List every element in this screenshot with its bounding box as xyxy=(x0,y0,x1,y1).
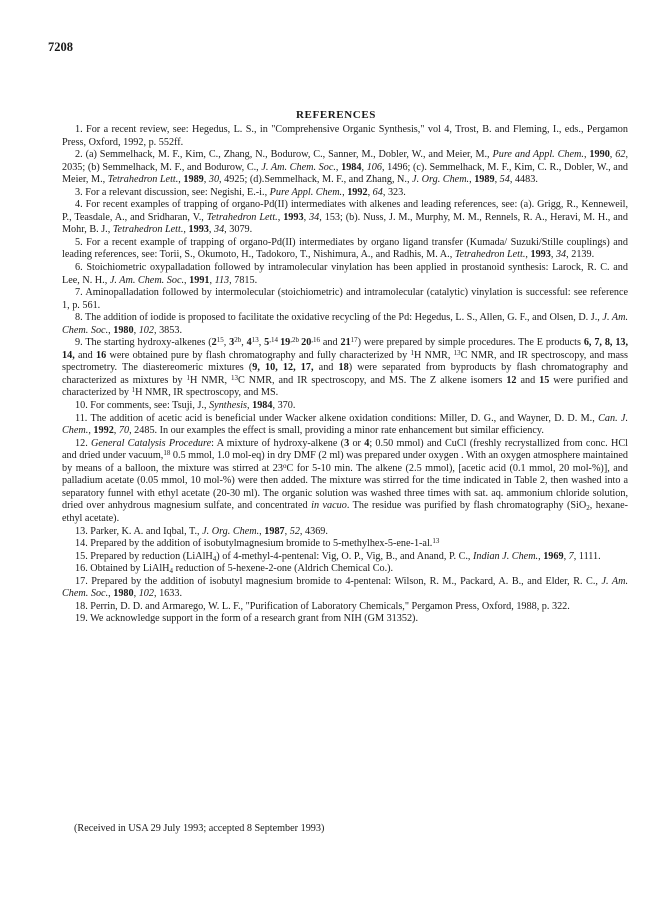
reference-text: 8. The addition of iodide is proposed to facilitate the oxidative recycling of the Pd: Hegedus, L. S., Allen, G. F., and Olsen, D. J., xyxy=(75,312,603,324)
reference-text: 15 xyxy=(539,374,550,386)
reference-text: 13 xyxy=(453,348,461,357)
reference-text: 3. For a relevant discussion, see: Negishi, E.-i., xyxy=(75,186,270,198)
reference-text: 18 xyxy=(163,449,171,458)
reference-text: ) of 4-methyl-4-pentenal: Vig, O. P., Vig, B., and Anand, P. C., xyxy=(216,550,474,562)
reference-text: 4 xyxy=(212,554,217,563)
reference-item xyxy=(62,199,628,237)
reference-text: J. Am. Chem. Soc. xyxy=(62,575,628,600)
reference-text: o xyxy=(282,461,287,470)
reference-text: 102 xyxy=(138,324,154,336)
reference-text: 1980 xyxy=(113,588,134,600)
reference-text: Tetrahedron Lett. xyxy=(454,249,526,261)
reference-text: were purified and characterized by xyxy=(62,374,628,399)
reference-text: 2 xyxy=(586,504,590,513)
reference-text: , xyxy=(469,174,475,186)
reference-text: , xyxy=(247,400,253,412)
reference-text: 18 xyxy=(338,362,349,374)
reference-text: 52 xyxy=(289,525,300,537)
reference-text: 34 xyxy=(309,211,320,223)
reference-text: 3 xyxy=(229,337,235,349)
reference-text: , 4925; (d).Semmelhack, M. F., and Zhang, N., xyxy=(219,174,413,186)
reference-text: Pure and Appl. Chem. xyxy=(492,149,584,161)
reference-text: 70 xyxy=(118,425,130,437)
reference-item xyxy=(62,400,628,413)
reference-text: General Catalysis Procedure xyxy=(91,437,212,449)
reference-text: 7. Aminopalladation followed by intermolecular (stoichiometric) and intramolecular (catalytic) vinylation is successful: see reference 1, p. 561. xyxy=(62,287,628,311)
reference-item xyxy=(62,149,628,187)
reference-text: , xyxy=(108,324,114,336)
reference-text: 1992 xyxy=(347,186,368,198)
reference-text: . The residue was purified by flash chromatography (SiO xyxy=(346,500,587,512)
reference-text: 16 xyxy=(96,349,107,361)
reference-text: ) were prepared by simple procedures. The E products xyxy=(357,337,584,349)
reference-text: J. Org. Chem. xyxy=(202,525,260,537)
reference-item xyxy=(62,526,628,539)
reference-item xyxy=(62,601,628,614)
reference-text: 4 xyxy=(169,567,174,576)
reference-text: , xyxy=(284,525,290,537)
reference-text: , xyxy=(88,425,94,437)
reference-text: 113 xyxy=(214,274,230,286)
reference-text: , 2139. xyxy=(566,249,595,261)
reference-text: 30 xyxy=(208,174,220,186)
reference-text: C for 5-10 min. The alkene (2.5 mmol), [acetic acid (0.1 mmol, 20 mol-%)], and palladium acetate (0.05 mmol, 10 mol-%) were then added. The mixture was stirred for the time indicated in Table 2, then washed into a separatory funnel with ethyl acetate (20-30 ml). The organic solution was washed three times with sat. aq. ammonium chloride solution, dried over anhydrous magnesium sulfate, and concentrated xyxy=(62,462,628,512)
reference-text: and xyxy=(516,374,540,386)
reference-text: , 1496; (c). Semmelhack, M. F., Kim, C. R., Dobler, W., and Meier, M., xyxy=(62,161,629,186)
reference-text: 19 xyxy=(280,337,291,349)
reference-text: C NMR, and IR spectroscopy, and MS. The Z alkene isomers xyxy=(238,374,507,386)
reference-item xyxy=(62,187,628,200)
reference-text: , xyxy=(209,274,215,286)
reference-text: 9. The starting hydroxy-alkenes ( xyxy=(75,337,212,349)
reference-text: , hexane-ethyl acetate). xyxy=(62,500,628,524)
reference-text: , xyxy=(563,550,569,562)
reference-text: ,16 xyxy=(311,336,321,345)
reference-text: and xyxy=(313,362,339,374)
reference-text: Tetrahedron Lett. xyxy=(107,174,179,186)
reference-text: J. Am. Chem. Soc. xyxy=(109,274,185,286)
reference-text: 17 xyxy=(350,336,358,345)
reference-text: ; 0.50 mmol) and CuCl (freshly recrystallized from conc. HCl and dried under vacuum, xyxy=(62,437,628,462)
reference-text: 6, 7, 8, 13, 14, xyxy=(62,337,629,361)
reference-item xyxy=(62,337,628,400)
reference-text: 34 xyxy=(213,224,225,236)
reference-text: , xyxy=(133,588,139,600)
reference-text: 34 xyxy=(555,249,567,261)
reference-text: 2. (a) Semmelhack, M. F., Kim, C., Zhang, N., Bodurow, C., Sanner, M., Dobler, W., and Meier, M., xyxy=(75,149,493,161)
reference-text: 6. Stoichiometric oxypalladation followed by intramolecular vinylation has been applied in prostanoid synthesis: Larock, R. C. and Lee, N. H., xyxy=(62,262,628,286)
reference-text: , xyxy=(258,337,265,349)
reference-text: 1991 xyxy=(189,274,210,286)
reference-text: , xyxy=(113,425,119,437)
reference-item xyxy=(62,613,628,626)
reference-text: 4. For recent examples of trapping of organo-Pd(II) intermediates with alkenes and leading references, see: (a). Grigg, R., Kenneweil, P., Teasdale, A., and Sridharan, V., xyxy=(62,199,628,223)
reference-text: C NMR, and IR spectroscopy, and mass spectrometry. The diastereomeric mixtures ( xyxy=(62,349,628,374)
reference-text: in vacuo xyxy=(311,500,347,512)
reference-text: , xyxy=(183,224,189,236)
reference-item xyxy=(62,413,628,438)
reference-text: , xyxy=(367,186,373,198)
reference-text: , xyxy=(208,224,214,236)
reference-text: J. Am. Chem. Soc. xyxy=(62,312,628,336)
reference-text: 3 xyxy=(344,437,350,449)
reference-text: 5 xyxy=(264,337,270,349)
reference-text: , xyxy=(203,174,209,186)
reference-text: 1992 xyxy=(93,425,114,437)
reference-text: and xyxy=(74,349,97,361)
reference-text: 4 xyxy=(364,437,370,449)
reference-text: 1993 xyxy=(283,211,304,223)
reference-text: 4 xyxy=(246,337,252,349)
reference-text: 9, 10, 12, 17, xyxy=(252,362,314,374)
reference-text: 1. For a recent review, see: Hegedus, L. S., in "Comprehensive Organic Synthesis," vol 4, Trost, B. and Fleming, I., eds., Pergamon Press, Oxford, 1992, p. 552ff. xyxy=(62,124,628,148)
reference-text: Tetrahedron Lett. xyxy=(206,211,278,223)
received-line: (Received in USA 29 July 1993; accepted 8 September 1993) xyxy=(74,823,325,834)
reference-text: , xyxy=(184,274,190,286)
reference-text: , xyxy=(241,337,247,349)
reference-text: 2 xyxy=(211,337,217,349)
reference-text: , xyxy=(525,249,531,261)
reference-text: 1984 xyxy=(252,400,273,412)
reference-text: , xyxy=(259,525,265,537)
reference-text: ) were separated from byproducts by flash chromatography and characterized as mixtures by xyxy=(62,362,628,386)
reference-text: , xyxy=(538,550,544,562)
reference-text: J. Org. Chem. xyxy=(412,174,470,186)
reference-text: H NMR, xyxy=(413,349,454,361)
reference-text: reduction of 5-hexene-2-one (Aldrich Chemical Co.). xyxy=(173,563,394,575)
reference-text: , xyxy=(303,211,310,223)
reference-text: , xyxy=(342,186,348,198)
reference-item xyxy=(62,237,628,262)
reference-text: 1987 xyxy=(264,525,285,537)
reference-text: , xyxy=(609,149,616,161)
reference-text: , 2035; (b) Semmelhack, M. F., and Bodurow, C., xyxy=(62,149,629,173)
reference-text: 1 xyxy=(186,373,190,382)
reference-text: 1 xyxy=(410,348,414,357)
reference-text: , 7815. xyxy=(229,274,258,286)
page-number: 7208 xyxy=(48,40,73,54)
reference-text: 5. For a recent example of trapping of organo-Pd(II) intermediates by organo ligand transfer (Kumada/ Suzuki/Stille couplings) and leading references, see: Torii, S., Okumoto, H., Tadokoro, T., Nishimura, A., and Radhis, M. A., xyxy=(62,236,628,261)
reference-text: , 3079. xyxy=(224,224,253,236)
reference-text: 10. For comments, see: Tsuji, J., xyxy=(75,400,210,412)
reference-text: 0.5 mmol, 1.0 mol-eq) in dry DMF (2 ml) was prepared under oxygen . With an oxygen atmosphere maintained by means of a balloon, the mixture was stirred at 23 xyxy=(62,450,628,474)
reference-text: : A mixture of hydroxy-alkene ( xyxy=(211,437,345,449)
reference-item xyxy=(62,262,628,287)
reference-text: 21 xyxy=(340,337,351,349)
reference-text: Pure Appl. Chem. xyxy=(269,186,343,198)
reference-text: , 1111. xyxy=(573,550,601,562)
reference-text: 62 xyxy=(615,149,626,161)
reference-text: , xyxy=(335,161,342,173)
reference-item xyxy=(62,438,628,526)
reference-item xyxy=(62,287,628,312)
reference-text: 1969 xyxy=(543,550,564,562)
reference-text: were obtained pure by flash chromatography and fully characterized by xyxy=(106,349,411,361)
references-heading: REFERENCES xyxy=(296,109,376,121)
reference-text: 2b xyxy=(234,336,242,345)
reference-text: , 4483. xyxy=(509,174,538,186)
reference-text: 1980 xyxy=(113,324,134,336)
reference-text: 14. Prepared by the addition of isobutylmagnesium bromide to 5-methylhex-5-ene-1-al. xyxy=(75,538,433,550)
reference-text: 11. The addition of acetic acid is beneficial under Wacker alkene oxidation conditions: Miller, D. G., and Wayner, D. D. M., xyxy=(75,412,599,424)
reference-text: 13. Parker, K. A. and Iqbal, T., xyxy=(75,525,203,537)
reference-text: 18. Perrin, D. D. and Armarego, W. L. F., "Purification of Laboratory Chemicals," Pergamon Press, Oxford, 1988, p. 322. xyxy=(75,600,570,612)
reference-text: , 153; (b). Nuss, J. M., Murphy, M. M., Rennels, R. A., Heravi, M. H., and Mohr, B. J., xyxy=(62,211,628,236)
reference-text: , xyxy=(223,337,230,349)
reference-text: 1 xyxy=(131,386,136,395)
reference-text: 1984 xyxy=(341,161,362,173)
reference-text: 15 xyxy=(216,336,224,345)
reference-text: 7 xyxy=(568,550,574,562)
reference-text: , xyxy=(494,174,500,186)
reference-text: 16. Obtained by LiAlH xyxy=(75,563,170,575)
reference-text: H NMR, IR spectroscopy, and MS. xyxy=(135,387,279,399)
reference-text: 1989 xyxy=(474,174,495,186)
reference-text: and xyxy=(320,337,341,349)
reference-item xyxy=(62,124,628,149)
reference-text: , xyxy=(361,161,367,173)
reference-text: 17. Prepared by the addition of isobutyl magnesium bromide to 4-pentenal: Wilson, R. M., Packard, A. B., and Elder, R. C., xyxy=(75,575,602,587)
reference-text: , xyxy=(277,211,284,223)
reference-item xyxy=(62,576,628,601)
reference-text: 20 xyxy=(301,337,312,349)
reference-text: , 3853. xyxy=(153,324,182,336)
reference-text: , xyxy=(133,324,139,336)
reference-text: 64 xyxy=(372,186,383,198)
reference-text: , 4369. xyxy=(299,525,328,537)
reference-text: , xyxy=(178,174,184,186)
reference-text: 13 xyxy=(432,537,440,546)
reference-text: , xyxy=(108,588,114,600)
reference-text: Indian J. Chem. xyxy=(473,550,539,562)
reference-item xyxy=(62,538,628,551)
reference-text: , xyxy=(550,249,556,261)
reference-item xyxy=(62,563,628,576)
reference-text: ,14 xyxy=(269,336,281,345)
reference-text: 1993 xyxy=(188,224,209,236)
reference-text: 1990 xyxy=(589,149,610,161)
reference-text: , 323. xyxy=(382,186,406,198)
reference-text: 54 xyxy=(499,174,510,186)
reference-text: , 2485. In our examples the effect is small, providing a minor rate enhancement but similar efficiency. xyxy=(129,425,544,437)
reference-text: 12. xyxy=(75,437,92,449)
reference-text: 19. We acknowledge support in the form of a research grant from NIH (GM 31352). xyxy=(75,613,419,625)
reference-item xyxy=(62,312,628,337)
references-list xyxy=(62,124,628,626)
reference-text: 13 xyxy=(231,373,239,382)
reference-text: , 1633. xyxy=(153,588,182,600)
reference-text: , xyxy=(583,149,590,161)
reference-text: H NMR, xyxy=(189,374,232,386)
reference-text: J. Am. Chem. Soc. xyxy=(261,161,336,173)
reference-text: 12 xyxy=(506,374,517,386)
reference-text: Tetrahedron Lett. xyxy=(112,224,184,236)
reference-text: Synthesis xyxy=(209,400,247,412)
reference-text: 15. Prepared by reduction (LiAlH xyxy=(75,550,213,562)
reference-text: 13 xyxy=(251,336,259,345)
reference-text: , 370. xyxy=(272,400,296,412)
reference-text: 102 xyxy=(138,588,154,600)
reference-item xyxy=(62,551,628,564)
reference-text: 1989 xyxy=(183,174,204,186)
reference-text: Can. J. Chem. xyxy=(62,412,628,437)
reference-text: 106 xyxy=(366,161,382,173)
reference-text: 1993 xyxy=(530,249,551,261)
reference-text: ,2b xyxy=(290,336,302,345)
reference-text: or xyxy=(349,437,365,449)
